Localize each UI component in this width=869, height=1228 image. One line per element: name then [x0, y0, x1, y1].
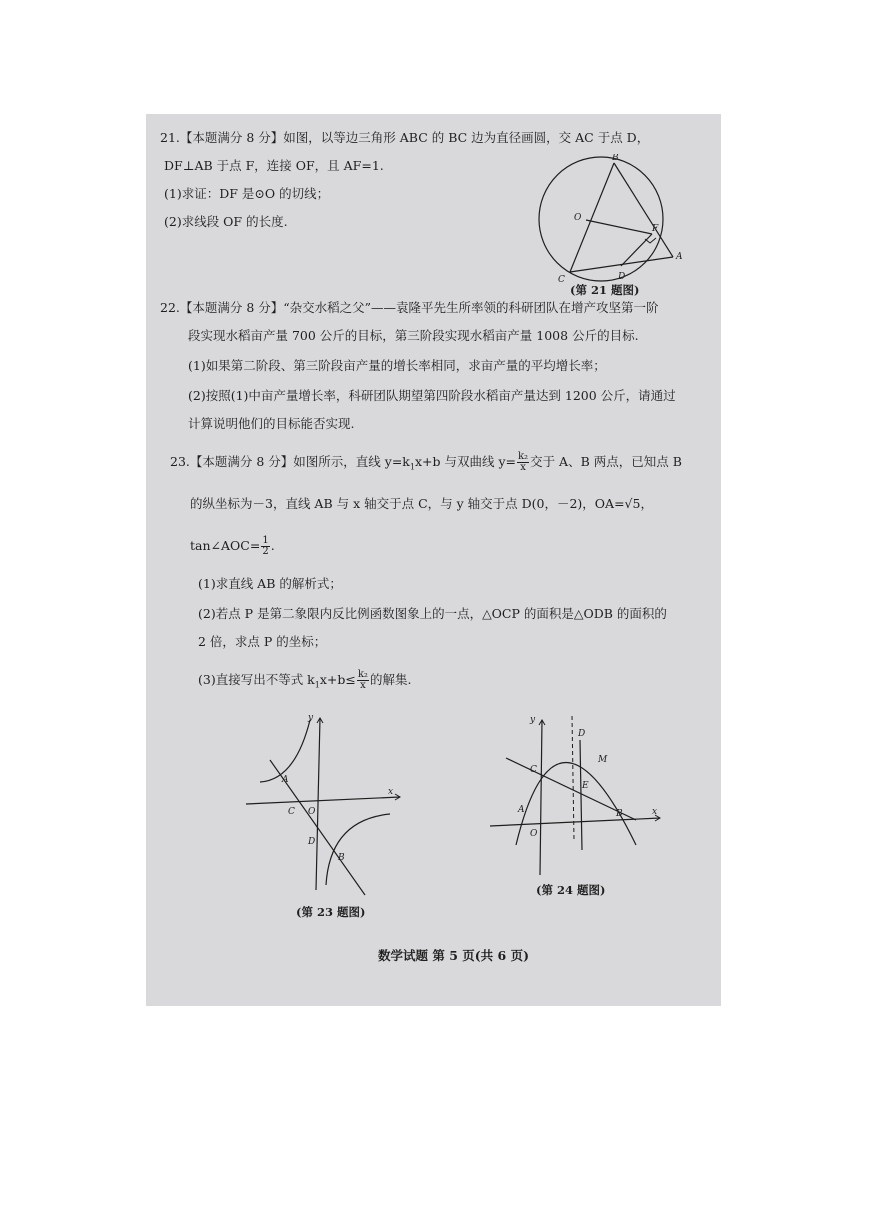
- q23-y-axis: [316, 718, 320, 890]
- q21-label-o: O: [574, 213, 582, 223]
- q22-part1: (1)如果第二阶段、第三阶段亩产量的增长率相同，求亩产量的平均增长率；: [188, 358, 606, 373]
- page-footer: 数学试题 第 5 页(共 6 页): [378, 948, 529, 963]
- q22-line1: 22.【本题满分 8 分】“杂交水稻之父”——袁隆平先生所率领的科研团队在增产攻坚第一阶: [160, 300, 659, 315]
- q24-caption: (第 24 题图): [536, 883, 606, 897]
- q21-label-a: A: [676, 252, 683, 262]
- q23-x-axis: [246, 797, 400, 804]
- q23-frac-den: x: [520, 462, 526, 473]
- q23-frac-num: k₂: [517, 451, 529, 462]
- q23-part3-fraction: [357, 670, 369, 691]
- q21-label-f: F: [652, 224, 659, 234]
- q24-label-x: x: [652, 807, 658, 817]
- q24-label-m: M: [598, 755, 608, 765]
- q23-part3-a: (3)直接写出不等式 k: [198, 672, 315, 687]
- q23-part3-c: 的解集.: [369, 672, 412, 687]
- q23-part3-frac-num: k₂: [357, 669, 368, 680]
- q21-label-b: B: [612, 154, 619, 163]
- q23-line1-a: 23.【本题满分 8 分】如图所示，直线 y=k: [170, 454, 410, 469]
- q21-label-d: D: [618, 272, 626, 282]
- q21-part1: (1)求证：DF 是⊙O 的切线；: [164, 186, 330, 201]
- q23-sub1: 1: [409, 462, 415, 472]
- q24-label-c: C: [530, 765, 537, 775]
- q23-label-a: A: [282, 775, 289, 785]
- q23-hyperbola-branch-4: [326, 814, 390, 885]
- q21-segment-of: [586, 220, 652, 234]
- q23-fraction-k2-over-x: [517, 452, 529, 473]
- q23-line2: 的纵坐标为－3，直线 AB 与 x 轴交于点 C，与 y 轴交于点 D(0，－2)，OA=√5，: [190, 496, 653, 511]
- q23-line3-b: .: [270, 538, 275, 553]
- q22-part2a: (2)按照(1)中亩产量增长率，科研团队期望第四阶段水稻亩产量达到 1200 公斤，请通过: [188, 388, 676, 403]
- q23-half-den: 2: [262, 546, 269, 557]
- q21-caption: (第 21 题图): [570, 283, 640, 297]
- q23-part3-frac-den: x: [360, 680, 366, 691]
- q21-side-ca: [570, 257, 673, 272]
- q23-label-o: O: [308, 807, 316, 817]
- q24-label-b: B: [616, 809, 623, 819]
- q23-line1-b: x+b 与双曲线 y=: [414, 454, 516, 469]
- q23-label-y: y: [308, 713, 314, 723]
- q23-half-num: 1: [262, 535, 269, 546]
- q22-part2b: 计算说明他们的目标能否实现.: [188, 416, 355, 431]
- q23-figure: [240, 710, 410, 900]
- q21-line2: DF⊥AB 于点 F，连接 OF，且 AF=1.: [164, 158, 384, 173]
- q21-label-c: C: [558, 275, 565, 285]
- q23-line1-c: 交于 A、B 两点，已知点 B: [530, 454, 682, 469]
- q24-label-a: A: [518, 805, 525, 815]
- q21-part2: (2)求线段 OF 的长度.: [164, 214, 288, 229]
- q23-hyperbola-branch-2: [260, 720, 310, 782]
- q23-fraction-half: [261, 536, 269, 557]
- q21-circle: [539, 157, 663, 281]
- q24-label-e: E: [582, 781, 589, 791]
- q23-part1: (1)求直线 AB 的解析式；: [198, 576, 342, 591]
- q24-label-d: D: [578, 729, 586, 739]
- q23-part3-b: x+b≤: [319, 672, 356, 687]
- q23-label-b: B: [338, 853, 345, 863]
- q24-vertical-line: [580, 740, 582, 850]
- q23-line3-a: tan∠AOC=: [190, 538, 261, 553]
- q23-label-d: D: [308, 837, 316, 847]
- q23-caption: (第 23 题图): [296, 905, 366, 919]
- q23-part2b: 2 倍，求点 P 的坐标；: [198, 634, 327, 649]
- q24-figure: [486, 710, 666, 880]
- q23-part2a: (2)若点 P 是第二象限内反比例函数图象上的一点，△OCP 的面积是△ODB 的面积的: [198, 606, 667, 621]
- exam-page: [146, 114, 721, 1006]
- q23-part3-sub: 1: [314, 680, 320, 690]
- q24-label-o: O: [530, 829, 538, 839]
- q24-y-axis: [540, 720, 542, 875]
- q24-label-y: y: [530, 715, 536, 725]
- q23-line3: [190, 536, 275, 557]
- q23-line1: [170, 452, 682, 476]
- q23-label-c: C: [288, 807, 295, 817]
- q24-axis-of-symmetry: [572, 716, 574, 840]
- q21-line1: 21.【本题满分 8 分】如图，以等边三角形 ABC 的 BC 边为直径画圆，交 AC 于点 D，: [160, 130, 650, 145]
- q22-line2: 段实现水稻亩产量 700 公斤的目标，第三阶段实现水稻亩产量 1008 公斤的目标.: [188, 328, 639, 343]
- q21-figure: [526, 154, 701, 294]
- q23-label-x: x: [388, 787, 394, 797]
- q23-part3: [198, 670, 411, 694]
